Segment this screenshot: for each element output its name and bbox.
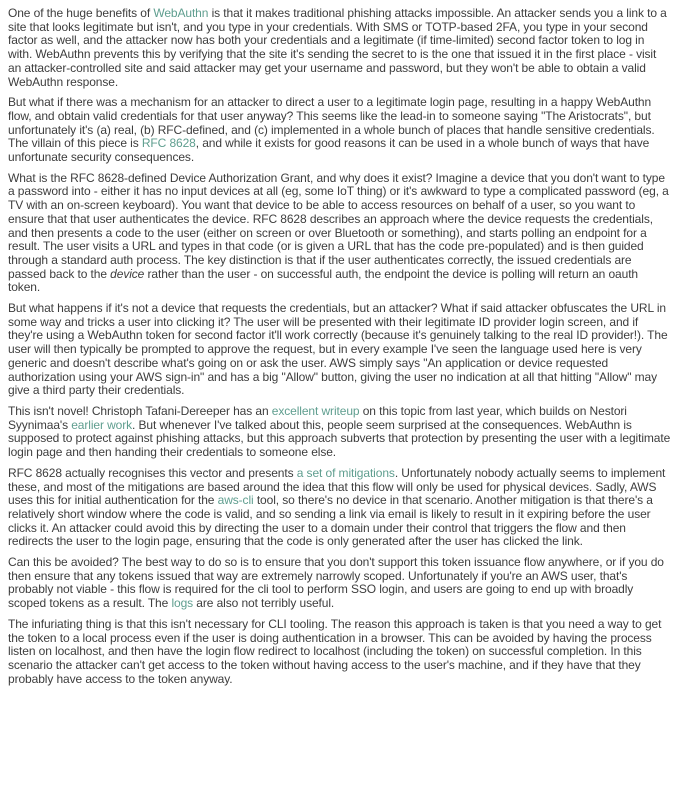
link-rfc-8628[interactable]: RFC 8628 xyxy=(141,136,196,151)
paragraph-1-text: One of the huge benefits of xyxy=(8,6,154,20)
link-aws-cli[interactable]: aws-cli xyxy=(217,493,254,508)
paragraph-2 xyxy=(8,96,671,165)
link-set-of-mitigations[interactable]: a set of mitigations xyxy=(296,465,395,480)
paragraph-1 xyxy=(8,7,671,89)
paragraph-6 xyxy=(8,467,671,549)
link-logs[interactable]: logs xyxy=(171,596,194,611)
paragraph-3 xyxy=(8,172,671,295)
paragraph-1-text: is that it makes traditional phishing attacks impossible. An attacker sends you a link to a site that looks legitimate but isn't, and you type in your credentials. With SMS or TOTP-based 2FA, you type in your second factor as well, and the attacker now has both your credentials and a legitimate (if time-limited) second factor token to log in with. WebAuthn prevents this by verifying that the site it's sending the secret to is the one that issued it in the first place - visit an attacker-controlled site and said attacker may get your username and password, but they won't be able to obtain a valid WebAuthn response. xyxy=(8,6,667,89)
emphasis-device: device xyxy=(110,266,145,281)
paragraph-7 xyxy=(8,556,671,611)
paragraph-5-text: This isn't novel! Christoph Tafani-Dereeper has an xyxy=(8,403,272,418)
link-earlier-work[interactable]: earlier work xyxy=(71,417,133,432)
paragraph-6-text: tool, so there's no device in that scenario. Another mitigation is that there's a relatively short window where the code is valid, and so sending a link via email is likely to result in it expiring before the user clicks it. An attacker could avoid this by directing the user to a domain under their control that triggers the flow and then redirects the user to the login page, ensuring that the code is only generated after the user has clicked the link. xyxy=(8,493,653,549)
paragraph-3-text: rather than the user - on successful auth, the endpoint the device is polling will return an oauth token. xyxy=(8,266,639,295)
paragraph-6-text: . Unfortunately nobody actually seems to implement these, and most of the mitigations are based around the idea that this flow will only be used for physical devices. Sadly, AWS uses this for initial authentication for the xyxy=(8,465,666,508)
paragraph-7-text: Can this be avoided? The best way to do so is to ensure that you don't support this token issuance flow anywhere, or if you do then ensure that any tokens issued that way are extremely narrowly scoped. Unfortunately if you're an AWS user, that's probably not viable - this flow is required for the cli tool to perform SSO login, and users are going to end up with broadly scoped tokens as a result. The xyxy=(8,555,664,611)
paragraph-5-text: on this topic from last year, which builds on Nestori Syynimaa's xyxy=(8,403,627,432)
link-webauthn[interactable]: WebAuthn xyxy=(153,6,209,20)
paragraph-5 xyxy=(8,405,671,460)
paragraph-6-text: RFC 8628 actually recognises this vector and presents xyxy=(8,465,297,480)
paragraph-2-text: , and while it exists for good reasons it can be used in a whole bunch of ways that have unfortunate security consequences. xyxy=(8,136,650,165)
paragraph-8-text: The infuriating thing is that this isn't necessary for CLI tooling. The reason this approach is taken is that you need a way to get the token to a local process even if the user is doing authentication in a browser. This can be avoided by having the process listen on localhost, and then have the login flow redirect to localhost (including the token) on successful completion. In this scenario the attacker can't get access to the token without having access to the user's machine, and if they have that they probably have access to the token anyway. xyxy=(8,616,662,686)
paragraph-3-text: What is the RFC 8628-defined Device Authorization Grant, and why does it exist? Imagine a device that you don't want to type a password into - either it has no input devices at all (eg, some IoT thing) or it's awkward to type a complicated password (eg, a TV with an on-screen keyboard). You want that device to be able to access resources on behalf of a user, so you want to ensure that that user authenticates the device. RFC 8628 describes an approach where the device requests the credentials, and then presents a code to the user (either on screen or over Bluetooth or something), and starts polling an endpoint for a result. The user visits a URL and types in that code (or is given a URL that has the code pre-populated) and is then guided through a standard auth process. The key distinction is that if the user authenticates correctly, the issued credentials are passed back to the xyxy=(8,170,669,281)
link-excellent-writeup[interactable]: excellent writeup xyxy=(271,403,360,418)
paragraph-7-text: are also not terribly useful. xyxy=(193,596,335,611)
paragraph-5-text: . But whenever I've talked about this, people seem surprised at the consequences. WebAuthn is supposed to protect against phishing attacks, but this approach subverts that protection by presenting the user with a legitimate login page and then handing their credentials to someone else. xyxy=(8,417,671,460)
paragraph-4 xyxy=(8,302,671,398)
paragraph-8 xyxy=(8,618,671,687)
paragraph-4-text: But what happens if it's not a device that requests the credentials, but an attacker? What if said attacker obfuscates the URL in some way and tricks a user into clicking it? The user will be presented with their legitimate ID provider login screen, and if they're using a WebAuthn token for second factor it'll work correctly (because it's genuinely talking to the real ID provider!). The user will then typically be prompted to approve the request, but in every example I've seen the language used here is very generic and doesn't describe what's going on or ask the user. AWS simply says "An application or device requested authorization using your AWS sign-in" and has a big "Allow" button, giving the user no indication at all that hitting "Allow" may give a third party their credentials. xyxy=(8,301,668,398)
paragraph-2-text: But what if there was a mechanism for an attacker to direct a user to a legitimate login page, resulting in a happy WebAuthn flow, and obtain valid credentials for that user anyway? This seems like the lead-in to someone saying "The Aristocrats", but unfortunately it's (a) real, (b) RFC-defined, and (c) implemented in a whole bunch of places that handle sensitive credentials. The villain of this piece is xyxy=(8,95,655,151)
